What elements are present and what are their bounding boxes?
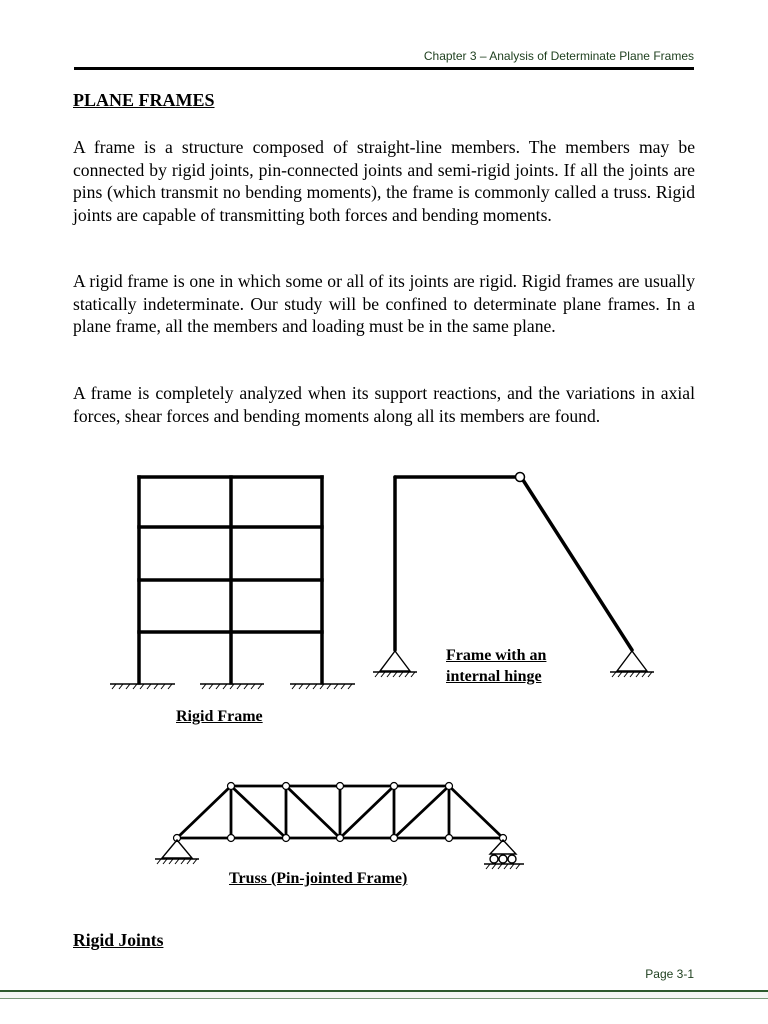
paragraph-analysis: A frame is completely analyzed when its support reactions, and the variations in axial forces, shear forces and bending moments along all its members are found. (73, 383, 695, 426)
page-number: Page 3-1 (645, 967, 694, 981)
paragraph-frame-definition: A frame is a structure composed of straight-line members. The members may be connected by rigid joints, pin-connected joints and semi-rigid joints. If all the joints are pins (which transmit no bending moments), the frame is commonly called a truss. Rigid joints are capable of transmitting both forces and bending moments. (73, 137, 695, 225)
chapter-header: Chapter 3 – Analysis of Determinate Plane Frames (423, 49, 694, 63)
paragraph-rigid-frame: A rigid frame is one in which some or all of its joints are rigid. Rigid frames are usually statically indeterminate. Our study will be confined to determinate plane frames. In a plane frame, all the members and loading must be in the same plane. (73, 271, 695, 336)
section-title: PLANE FRAMES (73, 90, 215, 110)
footer-divider (0, 990, 768, 999)
rigid-frame-caption: Rigid Frame (176, 708, 263, 725)
subsection-title: Rigid Joints (73, 930, 164, 950)
truss-caption: Truss (Pin-jointed Frame) (229, 870, 408, 887)
hinge-frame-caption: Frame with an internal hinge (446, 647, 547, 685)
